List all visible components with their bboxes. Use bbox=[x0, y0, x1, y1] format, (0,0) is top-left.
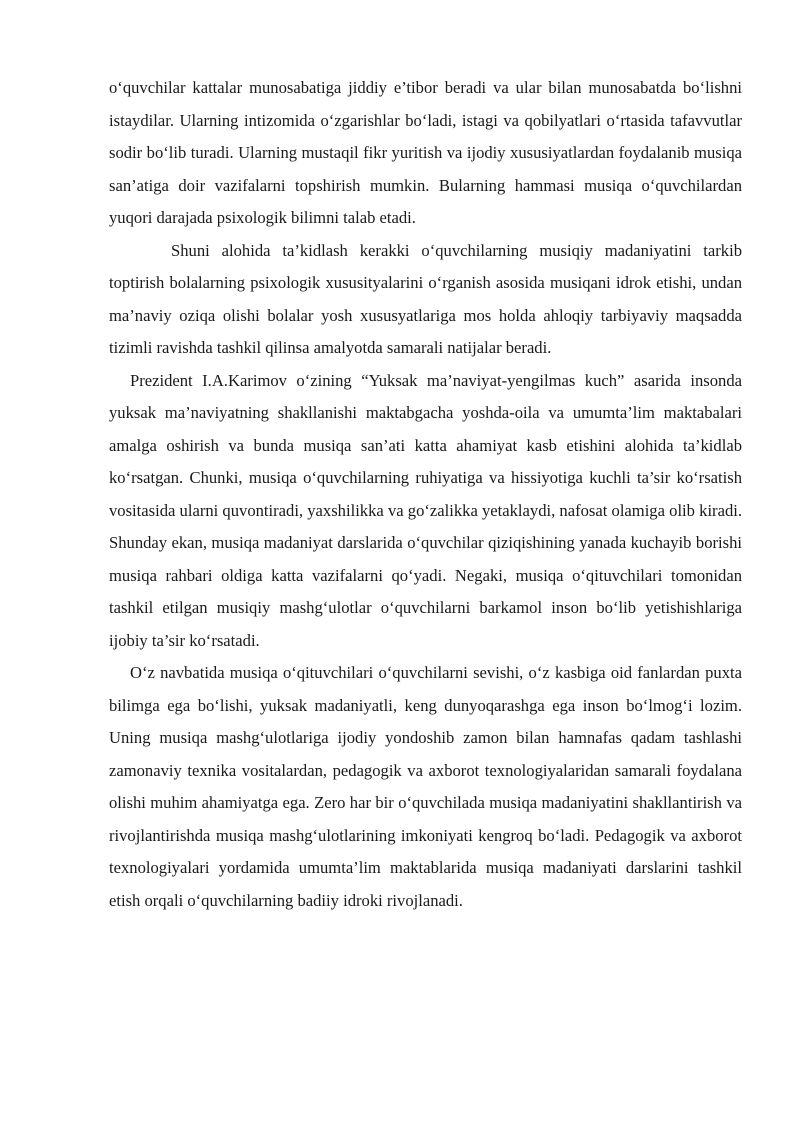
paragraph-teacher-duties: O‘z navbatida musiqa o‘qituvchilari o‘quvchilarni sevishi, o‘z kasbiga oid fanlardan puxta bilimga ega bo‘lishi, yuksak madaniyatli, keng dunyoqarashga ega inson bo‘lmog‘i lozim. Uning musiqa mashg‘ulotlariga ijodiy yondoshib zamon bilan hamnafas qadam tashlashi zamonaviy texnika vositalardan, pedagogik va axborot texnologiyalaridan samarali foydalana olishi muhim ahamiyatga ega. Zero har bir o‘quvchilada musiqa madaniyatini shakllantirish va rivojlantirishda musiqa mashg‘ulotlarining imkoniyati kengroq bo‘ladi. Pedagogik va axborot texnologiyalari yordamida umumta’lim maktablarida musiqa madaniyati darslarini tashkil etish orqali o‘quvchilarning badiiy idroki rivojlanadi. bbox=[109, 663, 742, 910]
body-text bbox=[109, 72, 742, 917]
paragraph-president-quote: Prezident I.A.Karimov o‘zining “Yuksak ma’naviyat-yengilmas kuch” asarida insonda yuksak ma’naviyatning shakllanishi maktabgacha yoshda-oila va umumta’lim maktabalari amalga oshirish va bunda musiqa san’ati katta ahamiyat kasb etishini alohida ta’kidlab ko‘rsatgan. Chunki, musiqa o‘quvchilarning ruhiyatiga va hissiyotiga kuchli ta’sir ko‘rsatish vositasida ularni quvontiradi, yaxshilikka va go‘zalikka yetaklaydi, nafosat olamiga olib kiradi. Shunday ekan, musiqa madaniyat darslarida o‘quvchilar qiziqishining yanada kuchayib borishi musiqa rahbari oldiga katta vazifalarni qo‘yadi. Negaki, musiqa o‘qituvchilari tomonidan tashkil etilgan musiqiy mashg‘ulotlar o‘quvchilarni barkamol inson bo‘lib yetishishlariga ijobiy ta’sir ko‘rsatadi. bbox=[109, 370, 742, 650]
paragraph-continuation: o‘quvchilar kattalar munosabatiga jiddiy e’tibor beradi va ular bilan munosabatda bo‘lishni istaydilar. Ularning intizomida o‘zgarishlar bo‘ladi, istagi va qobilyatlari o‘rtasida tafavvutlar sodir bo‘lib turadi. Ularning mustaqil fikr yuritish va ijodiy xususiyatlardan foydalanib musiqa san’atiga doir vazifalarni topshirish mumkin. Bularning hammasi musiqa o‘quvchilardan yuqori darajada psixologik bilimni talab etadi. bbox=[109, 78, 742, 227]
paragraph-emphasis-note: Shuni alohida ta’kidlash kerakki o‘quvchilarning musiqiy madaniyatini tarkib toptirish bolalarning psixologik xususityalarini o‘rganish asosida musiqani idrok etishi, undan ma’naviy oziqa olishi bolalar yosh xususyatlariga mos holda ahloqiy tarbiyaviy maqsadda tizimli ravishda tashkil qilinsa amalyotda samarali natijalar beradi. bbox=[109, 240, 742, 357]
